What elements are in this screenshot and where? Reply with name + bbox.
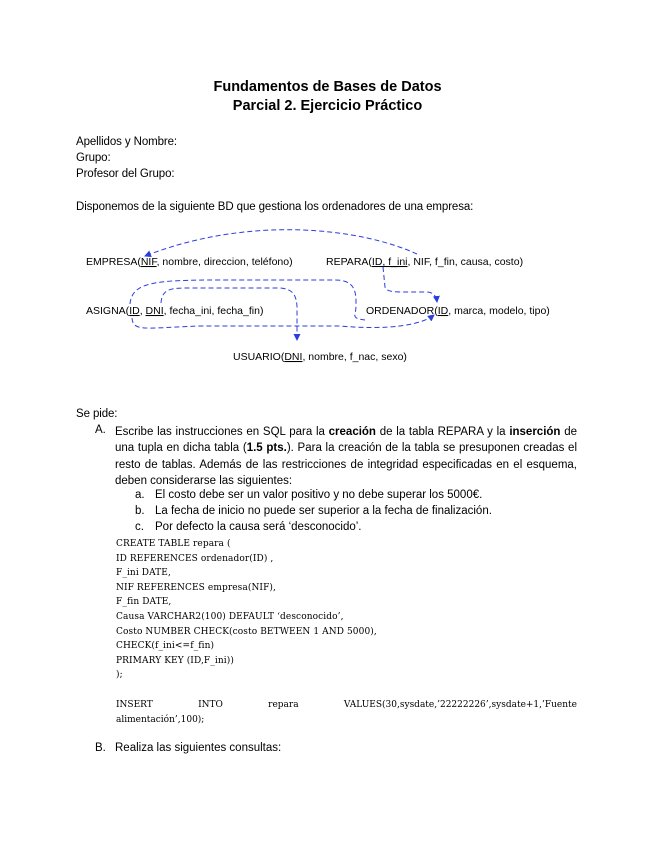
relation-ordenador: ORDENADOR(ID, marca, modelo, tipo) — [366, 305, 550, 317]
section-a-letter: A. — [95, 424, 106, 436]
section-a-statement: Escribe las instrucciones en SQL para la creación de la tabla REPARA y la inserción de una tupla en dicha tabla (1.5 pts.). Para la creación de la tabla se presuponen creadas el resto de tablas. Además de las restricciones de integridad especificadas en el esquema, deben considerarse las siguientes: — [115, 426, 577, 488]
sql-insert-word: repara — [268, 700, 299, 710]
sql-insert-word: INSERT — [116, 700, 153, 710]
name-label: Apellidos y Nombre: — [76, 136, 178, 148]
sql-insert-line2: alimentación’,100); — [116, 715, 205, 725]
sql-create-table: CREATE TABLE repara ( ID REFERENCES ordenador(ID) , F_ini DATE, NIF REFERENCES empresa(NIF), F_fin DATE, Causa VARCHAR2(100) DEFAULT ‘desconocido’, Costo NUMBER CHECK(costo BETWEEN 1 AND 5000), CHECK(f_ini<=f_fin) PRIMARY KEY (ID,F_ini)) ); — [116, 539, 377, 681]
section-b-statement: Realiza las siguientes consultas: — [115, 742, 282, 754]
arrow-repara-nif-to-empresa — [145, 230, 417, 256]
relation-empresa: EMPRESA(NIF, nombre, direccion, teléfono) — [86, 256, 293, 268]
page-subtitle: Parcial 2. Ejercicio Práctico — [232, 98, 423, 114]
ask-label: Se pide: — [76, 408, 118, 420]
relation-repara: REPARA(ID, f_ini, NIF, f_fin, causa, costo) — [326, 256, 524, 268]
schema-arrows — [130, 230, 437, 340]
arrow-repara-id-to-ordenador — [383, 267, 437, 302]
exam-page: Fundamentos de Bases de Datos Parcial 2. Ejercicio Práctico Apellidos y Nombre: Grupo: Profesor del Grupo: Disponemos de la siguiente BD que gestiona los ordenadores de una empresa: EMPRESA(NIF, nombre, direccion, teléfono) REPARA(ID, f_ini, NIF, f_fin, causa, costo) ASIGNA(ID, DNI, fecha_ini, fecha_fin) ORDENADOR(ID, marca, modelo, tipo) USUARIO(DNI, nombre, f_nac, sexo) Se pide: A. Escribe las instrucciones en SQL para la creación de la tabla REPARA y la inserción de una tupla en dicha tabla (1.5 pts.). Para la creación de la tabla se presuponen creadas el resto de tablas. Además de las restricciones de integridad especificadas en el esquema, deben considerarse las siguientes: a. El costo debe ser un valor positivo y no debe superar los 5000€. b. La fecha de inicio no puede ser superior a la fecha de finalización. c. Por defecto la causa será ‘desconocido’. CREATE TABLE repara ( ID REFERENCES ordenador(ID) , F_ini DATE, NIF REFERENCES empresa(NIF), F_fin DATE, Causa VARCHAR2(100) DEFAULT ‘desconocido’, Costo NUMBER CHECK(costo BETWEEN 1 AND 5000), CHECK(f_ini<=f_fin) PRIMARY KEY (ID,F_ini)) ); INSERT INTO repara VALUES(30,sysdate,’22222226’,sysdate+1,’Fuente alimentación’,100); B. Realiza las siguientes consultas: — [0, 0, 655, 848]
section-b-letter: B. — [95, 742, 106, 754]
group-label: Grupo: — [76, 152, 111, 164]
sql-insert-word: INTO — [198, 700, 223, 710]
relation-usuario: USUARIO(DNI, nombre, f_nac, sexo) — [233, 351, 407, 363]
schema-diagram — [0, 0, 655, 380]
sql-insert-word: VALUES(30,sysdate,’22222226’,sysdate+1,’Fuente — [343, 700, 577, 710]
relation-asigna: ASIGNA(ID, DNI, fecha_ini, fecha_fin) — [86, 305, 264, 317]
sql-insert — [116, 698, 577, 728]
page-title: Fundamentos de Bases de Datos — [213, 79, 442, 95]
intro-text: Disponemos de la siguiente BD que gestiona los ordenadores de una empresa: — [76, 201, 474, 213]
teacher-label: Profesor del Grupo: — [76, 168, 175, 180]
